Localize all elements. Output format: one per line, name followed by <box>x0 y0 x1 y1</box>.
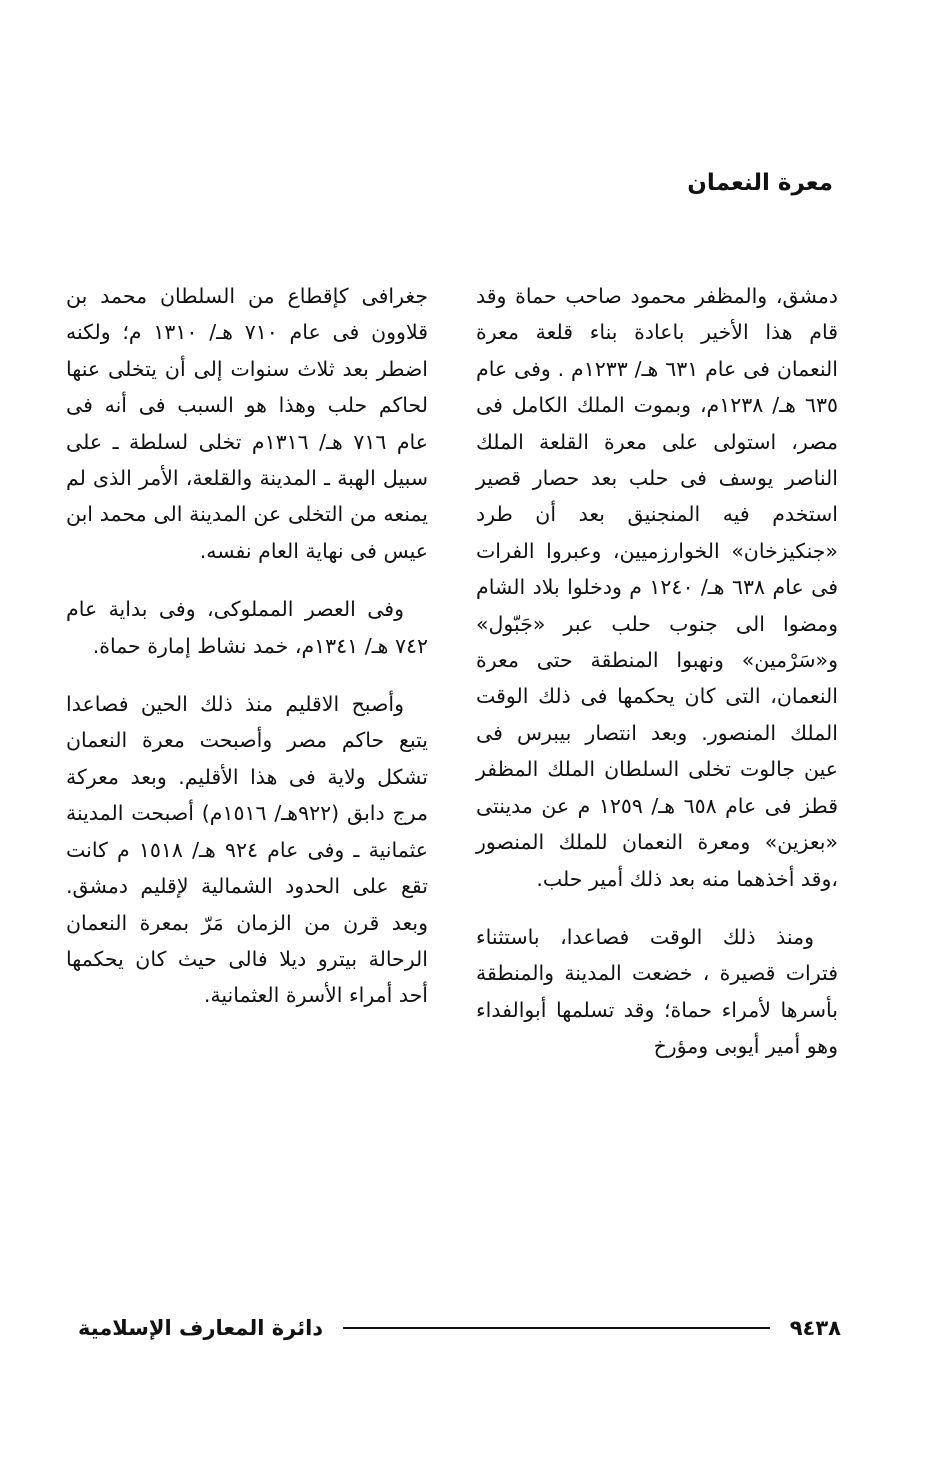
footer-divider <box>343 1327 770 1329</box>
paragraph: وفى العصر المملوكى، وفى بداية عام ٧٤٢ هـ/ ١٣٤١م، خمد نشاط إمارة حماة. <box>66 597 428 658</box>
page-footer <box>78 1310 841 1346</box>
text-column-left <box>66 278 428 1014</box>
text-column-right <box>476 278 838 1065</box>
paragraph: وأصبح الاقليم منذ ذلك الحين فصاعدا يتبع حاكم مصر وأصبحت معرة النعمان تشكل ولاية فى هذا الأقليم. وبعد معركة مرج دابق (٩٢٢هـ/ ١٥١٦م) أصبحت المدينة عثمانية ـ وفى عام ٩٢٤ هـ/ ١٥١٨ م كانت تقع على الحدود الشمالية لإقليم دمشق. وبعد قرن من الزمان مَرّ بمعرة النعمان الرحالة بيترو ديلا فالى حيث كان يحكمها أحد أمراء الأسرة العثمانية. <box>66 692 429 1008</box>
page-number: ٩٤٣٨ <box>789 1316 841 1340</box>
paragraph: ومنذ ذلك الوقت فصاعدا، باستثناء فترات قصيرة ، خضعت المدينة والمنطقة بأسرها لأمراء حماة؛ وقد تسلمها أبوالفداء وهو أمير أيوبى ومؤرخ <box>476 924 838 1059</box>
publication-title: دائرة المعارف الإسلامية <box>78 1316 324 1340</box>
page-title: معرة النعمان <box>687 170 833 196</box>
paragraph: دمشق، والمظفر محمود صاحب حماة وقد قام هذا الأخير باعادة بناء قلعة معرة النعمان فى عام ٦٣١ هـ/ ١٢٣٣م . وفى عام ٦٣٥ هـ/ ١٢٣٨م، وبموت الملك الكامل فى مصر، استولى على معرة القلعة الملك الناصر يوسف فى حلب بعد حصار قصير استخدم فيه المنجنيق بعد أن طرد «جنكيزخان» الخوارزميين، وعبروا الفرات فى عام ٦٣٨ هـ/ ١٢٤٠ م ودخلوا بلاد الشام ومضوا الى جنوب حلب عبر «جَبّول» و«سَرْمين» ونهبوا المنطقة حتى معرة النعمان، التى كان يحكمها فى ذلك الوقت الملك المنصور. وبعد انتصار بيبرس فى عين جالوت تخلى السلطان الملك المظفر قطز فى عام ٦٥٨ هـ/ ١٢٥٩ م عن مدينتى «بعزين» ومعرة النعمان للملك المنصور ،وقد أخذهما منه بعد ذلك أمير حلب. <box>476 284 838 891</box>
paragraph: جغرافى كإقطاع من السلطان محمد بن قلاوون فى عام ٧١٠ هـ/ ١٣١٠ م؛ ولكنه اضطر بعد ثلاث سنوات إلى أن يتخلى عنها لحاكم حلب وهذا هو السبب فى أنه فى عام ٧١٦ هـ/ ١٣١٦م تخلى لسلطة ـ على سبيل الهبة ـ المدينة والقلعة، الأمر الذى لم يمنعه من التخلى عن المدينة الى محمد ابن عيس فى نهاية العام نفسه. <box>66 284 428 563</box>
